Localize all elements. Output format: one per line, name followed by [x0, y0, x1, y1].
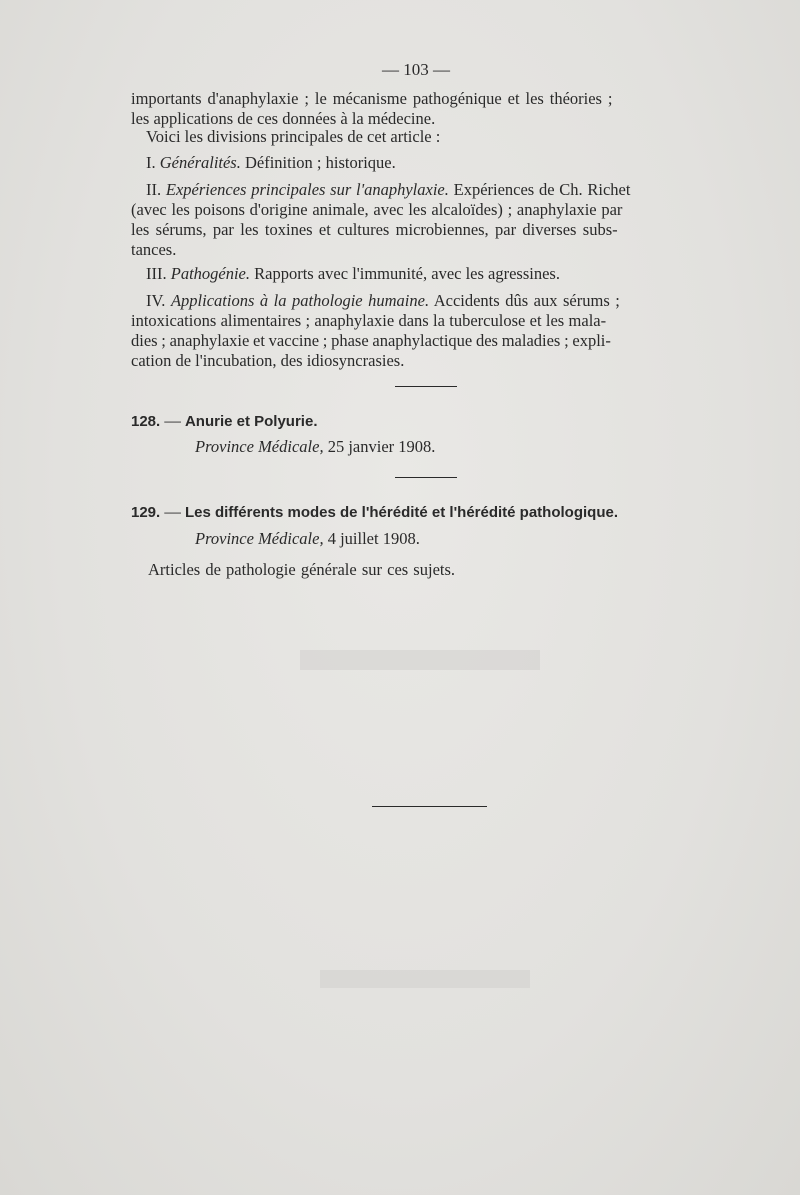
- division-iv-line-3: dies ; anaphylaxie et vaccine ; phase anaphylactique des maladies ; expli-: [131, 331, 611, 350]
- entry-title: Anurie et Polyurie.: [184, 413, 318, 430]
- entry-date: 25 janvier 1908.: [327, 437, 436, 456]
- entry-129-source: [195, 529, 420, 549]
- section-divider: [395, 386, 457, 387]
- entry-number: 128.: [131, 413, 161, 430]
- division-i: [146, 153, 396, 173]
- division-number: II.: [146, 180, 162, 199]
- division-title: Pathogénie.: [170, 264, 251, 283]
- closing-note: Articles de pathologie générale sur ces sujets.: [148, 560, 456, 579]
- division-text: Définition ; historique.: [244, 153, 396, 172]
- division-number: I.: [146, 153, 156, 172]
- division-text: Rapports avec l'immunité, avec les agressines.: [254, 264, 560, 283]
- intro-line-1: importants d'anaphylaxie ; le mécanisme pathogénique et les théories ;: [131, 89, 613, 108]
- bleed-through-ghost: [300, 650, 540, 670]
- division-text: Accidents dûs aux sérums ;: [433, 291, 620, 310]
- division-iv-line-2: intoxications alimentaires ; anaphylaxie dans la tuberculose et les mala-: [131, 311, 607, 330]
- division-number: IV.: [146, 291, 166, 310]
- division-title: Expériences principales sur l'anaphylaxie.: [165, 180, 449, 199]
- division-title: Généralités.: [159, 153, 241, 172]
- entry-dash: —: [164, 411, 181, 430]
- entry-number: 129.: [131, 504, 161, 521]
- division-ii: [146, 180, 630, 200]
- division-iii: [146, 264, 560, 284]
- page-number: — 103 —: [382, 60, 450, 79]
- divisions-intro: Voici les divisions principales de cet article :: [146, 127, 441, 146]
- entry-journal: Province Médicale,: [195, 529, 324, 548]
- entry-journal: Province Médicale,: [195, 437, 324, 456]
- division-ii-line-2: (avec les poisons d'origine animale, avec les alcaloïdes) ; anaphylaxie par: [131, 200, 623, 219]
- division-title: Applications à la pathologie humaine.: [170, 291, 430, 310]
- division-number: III.: [146, 264, 167, 283]
- entry-128-source: [195, 437, 435, 457]
- division-ii-line-3: les sérums, par les toxines et cultures microbiennes, par diverses subs-: [131, 220, 618, 239]
- bleed-through-ghost: [320, 970, 530, 988]
- entry-title: Les différents modes de l'hérédité et l'hérédité pathologique.: [184, 504, 618, 521]
- division-text: Expériences de Ch. Richet: [453, 180, 631, 199]
- entry-date: 4 juillet 1908.: [327, 529, 420, 548]
- end-divider: [372, 806, 487, 807]
- division-iv-line-4: cation de l'incubation, des idiosyncrasies.: [131, 351, 405, 370]
- entry-128-heading: [131, 411, 318, 432]
- entry-129-heading: [131, 502, 618, 523]
- entry-dash: —: [164, 502, 181, 521]
- intro-line-2: les applications de ces données à la médecine.: [131, 109, 436, 128]
- section-divider: [395, 477, 457, 478]
- division-iv: [146, 291, 620, 311]
- division-ii-line-4: tances.: [131, 240, 177, 259]
